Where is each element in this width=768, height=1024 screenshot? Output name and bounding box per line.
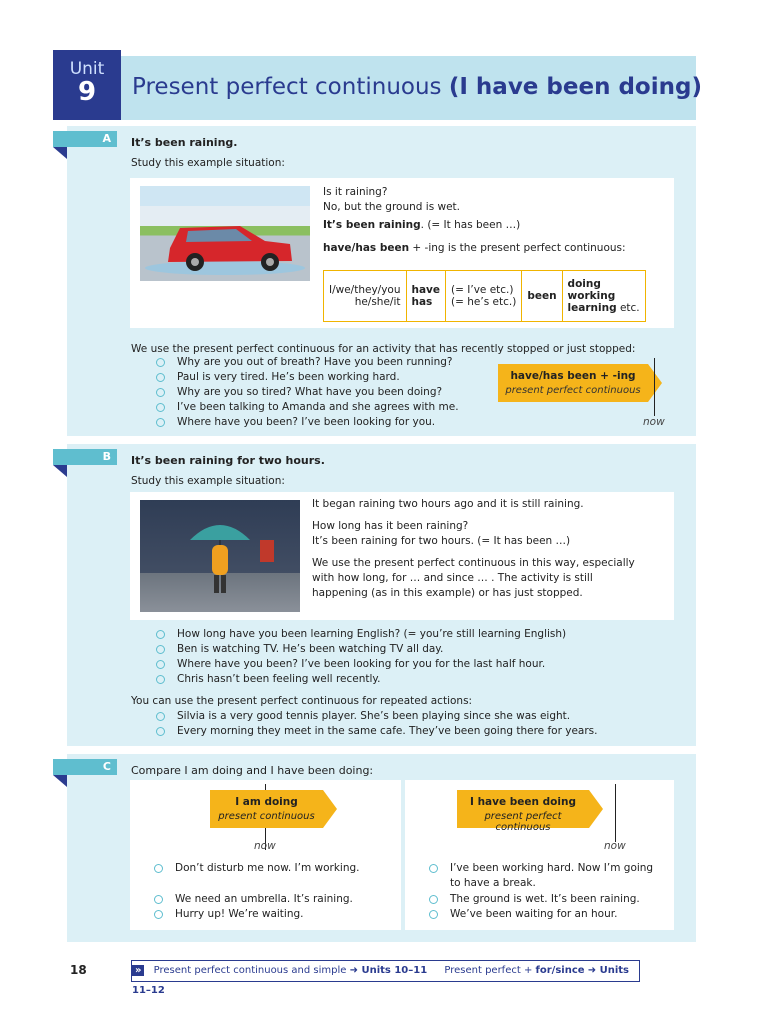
example-b5: Silvia is a very good tennis player. She’s been playing since she was eight. <box>177 710 571 722</box>
b-two-hours: It’s been raining for two hours. (= It has been …) <box>312 535 571 547</box>
bullet-icon <box>154 910 163 919</box>
bullet-icon <box>429 910 438 919</box>
section-b-study: Study this example situation: <box>131 475 285 487</box>
bullet-icon <box>156 358 165 367</box>
bullet-icon <box>156 418 165 427</box>
tab-triangle <box>53 147 67 159</box>
situation-card-b <box>130 492 674 620</box>
xref-link-2[interactable]: ➜ Units 11–12 <box>132 965 629 996</box>
b-use2: with how long, for … and since … . The activity is still <box>312 572 593 584</box>
example-a2: Paul is very tired. He’s been working hard. <box>177 371 400 383</box>
arrow-present-continuous <box>210 790 323 828</box>
arrow-sub: present perfect continuous <box>505 385 641 396</box>
bullet-icon <box>154 864 163 873</box>
repeated-sentence: You can use the present perfect continuous for repeated actions: <box>131 695 473 707</box>
section-b-tab: B <box>53 449 117 465</box>
section-a <box>67 126 696 436</box>
section-c <box>67 754 696 942</box>
example-c5: The ground is wet. It’s been raining. <box>450 893 640 905</box>
example-b3: Where have you been? I’ve been looking for you for the last half hour. <box>177 658 546 670</box>
bullet-icon <box>154 895 163 904</box>
section-a-study: Study this example situation: <box>131 157 285 169</box>
car-illustration <box>140 186 310 281</box>
xref-link-1[interactable]: ➜ Units 10–11 <box>349 965 428 976</box>
example-b2: Ben is watching TV. He’s been watching TV all day. <box>177 643 444 655</box>
arrow-sub: present continuous <box>218 811 315 822</box>
unit-word: Unit <box>69 59 105 79</box>
bullet-icon <box>156 645 165 654</box>
title-paren: (I have been doing) <box>448 74 702 100</box>
now-label: now <box>643 416 665 428</box>
bullet-icon <box>429 895 438 904</box>
q-been-raining: It’s been raining. (= It has been …) <box>323 219 521 231</box>
example-b6: Every morning they meet in the same cafe. They’ve been going there for years. <box>177 725 598 737</box>
b-how-long: How long has it been raining? <box>312 520 469 532</box>
arrow-pp-continuous <box>498 364 648 402</box>
example-a5: Where have you been? I’ve been looking for you. <box>177 416 436 428</box>
bullet-icon <box>156 373 165 382</box>
now-marker <box>615 784 616 842</box>
arrow-label: I have been doing <box>470 796 576 808</box>
chevron-right-icon: » <box>132 965 144 976</box>
situation-card-a <box>130 178 674 328</box>
bullet-icon <box>156 630 165 639</box>
bullet-icon <box>156 403 165 412</box>
form-line: have/has been + -ing is the present perfect continuous: <box>323 242 626 254</box>
umbrella-girl-image <box>140 500 300 612</box>
arrow-label: have/has been + -ing <box>510 370 636 382</box>
tab-triangle <box>53 465 67 477</box>
bullet-icon <box>156 712 165 721</box>
section-a-tab: A <box>53 131 117 147</box>
tab-triangle <box>53 775 67 787</box>
section-c-heading: Compare I am doing and I have been doing: <box>131 764 374 777</box>
example-c4b: to have a break. <box>450 877 536 889</box>
page-number: 18 <box>70 963 87 977</box>
example-b4: Chris hasn’t been feeling well recently. <box>177 673 381 685</box>
example-c6: We’ve been waiting for an hour. <box>450 908 618 920</box>
q-ground-wet: No, but the ground is wet. <box>323 201 461 213</box>
red-car-image <box>140 186 310 281</box>
section-b <box>67 444 696 746</box>
bullet-icon <box>156 675 165 684</box>
example-c2: We need an umbrella. It’s raining. <box>175 893 353 905</box>
use-sentence: We use the present perfect continuous for an activity that has recently stopped or just stopped: <box>131 343 636 355</box>
bullet-icon <box>156 388 165 397</box>
bullet-icon <box>429 864 438 873</box>
now-marker <box>654 358 655 416</box>
cross-reference-bar <box>131 960 640 996</box>
xref-text-1: Present perfect continuous and simple <box>153 965 347 976</box>
example-a3: Why are you so tired? What have you been doing? <box>177 386 443 398</box>
section-b-heading: It’s been raining for two hours. <box>131 454 325 467</box>
compare-right-card <box>405 780 674 930</box>
b-use3: happening (as in this example) or has just stopped. <box>312 587 583 599</box>
title-bar <box>121 56 702 120</box>
now-label: now <box>604 840 626 852</box>
example-c4: I’ve been working hard. Now I’m going <box>450 862 654 874</box>
q-is-it-raining: Is it raining? <box>323 186 388 198</box>
example-a4: I’ve been talking to Amanda and she agrees with me. <box>177 401 459 413</box>
arrow-label: I am doing <box>235 796 298 808</box>
bullet-icon <box>156 660 165 669</box>
section-c-tab: C <box>53 759 117 775</box>
xref-text-2: Present perfect + <box>444 965 533 976</box>
example-b1: How long have you been learning English? (= you’re still learning English) <box>177 628 567 640</box>
compare-left-card <box>130 780 401 930</box>
now-label: now <box>254 840 276 852</box>
section-a-heading: It’s been raining. <box>131 136 238 149</box>
unit-badge <box>53 50 121 120</box>
example-c1: Don’t disturb me now. I’m working. <box>175 862 360 874</box>
bullet-icon <box>156 727 165 736</box>
arrow-pp-continuous-c <box>457 790 589 833</box>
rain-illustration <box>140 500 300 612</box>
example-c3: Hurry up! We’re waiting. <box>175 908 304 920</box>
example-a1: Why are you out of breath? Have you been running? <box>177 356 453 368</box>
xref-text-3: for/since <box>535 965 585 976</box>
b-began: It began raining two hours ago and it is still raining. <box>312 498 584 510</box>
arrow-sub: present perfect continuous <box>484 811 562 833</box>
page-title: Present perfect continuous (I have been doing) <box>132 74 702 100</box>
unit-number: 9 <box>77 77 97 107</box>
b-use1: We use the present perfect continuous in this way, especially <box>312 557 635 569</box>
form-table: I/we/they/you he/she/it have has (= I’ve etc.) (= he’s etc.) been doing working learning etc. <box>323 270 646 322</box>
